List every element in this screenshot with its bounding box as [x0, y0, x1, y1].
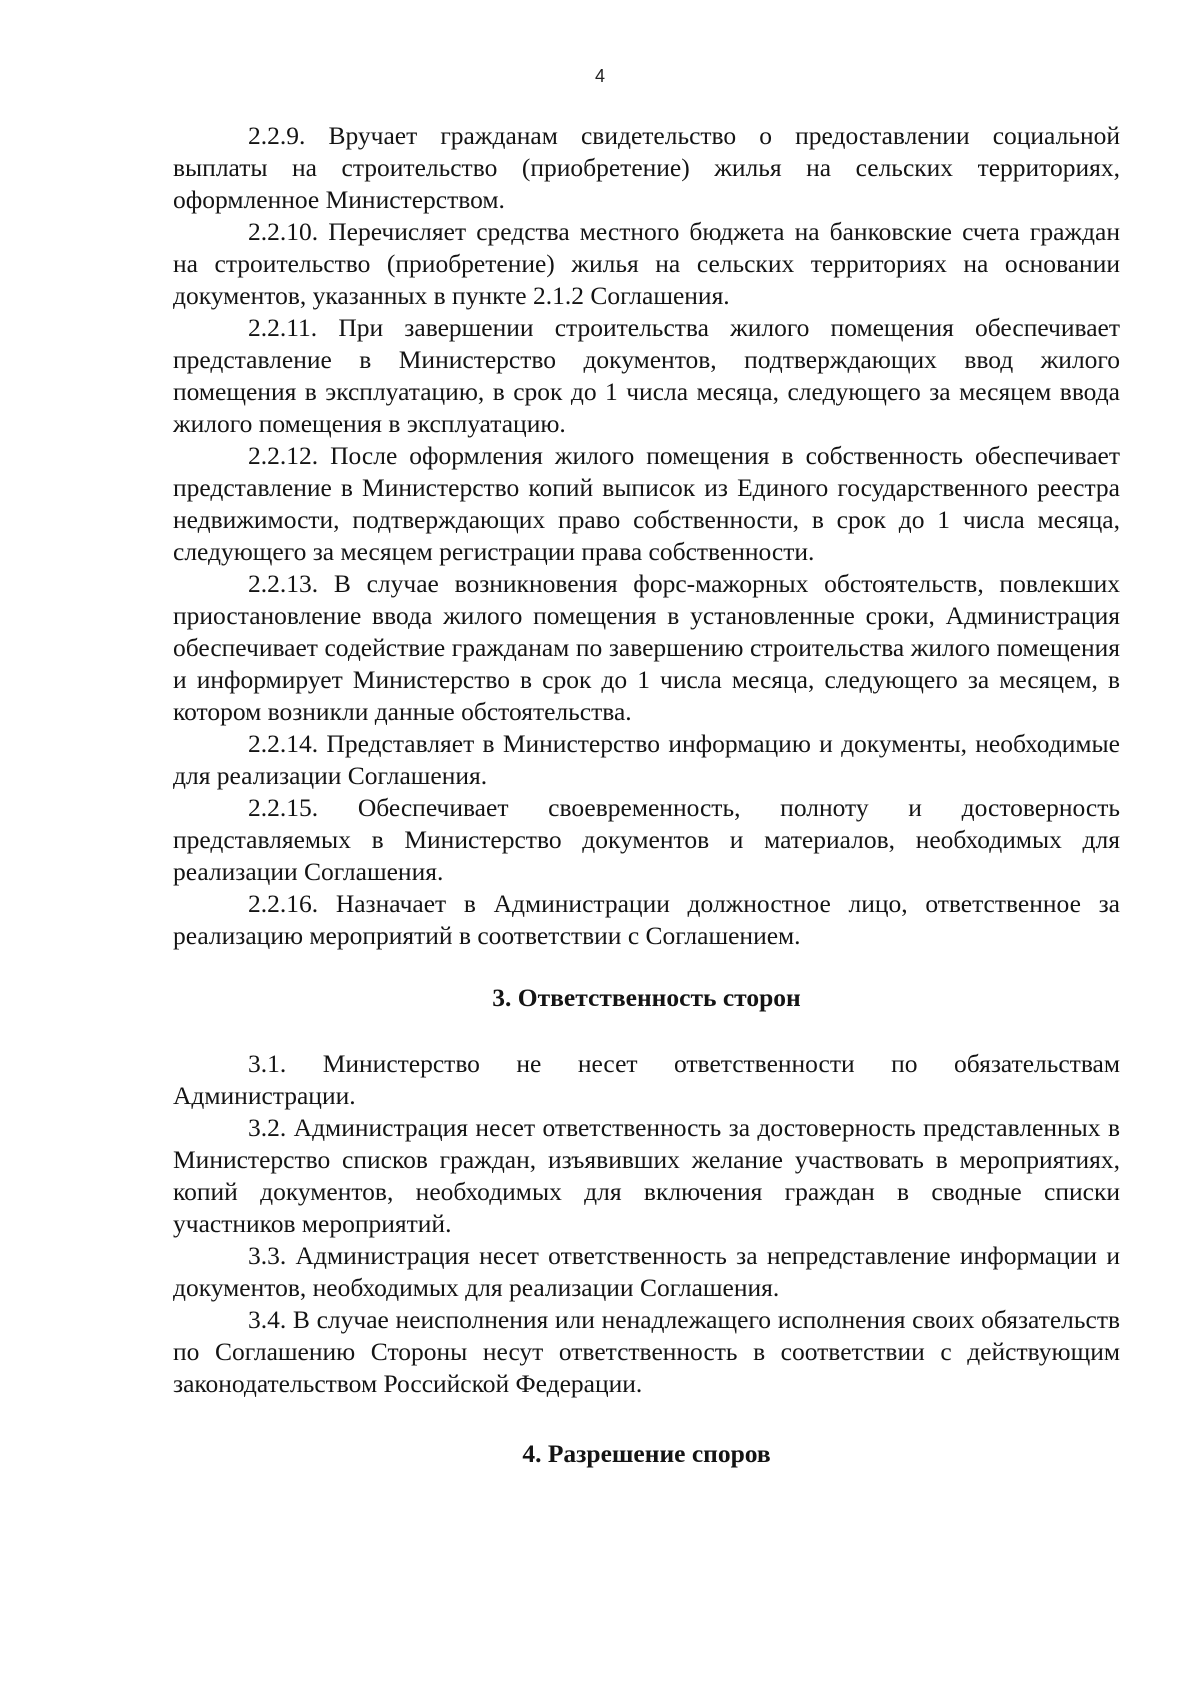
clause-2-2-14: 2.2.14. Представляет в Министерство информацию и документы, необходимые для реализации Соглашения.: [173, 729, 1120, 790]
clause-3-3: 3.3. Администрация несет ответственность за непредставление информации и документов, необходимых для реализации Соглашения.: [173, 1241, 1120, 1302]
section-3-heading: 3. Ответственность сторон: [492, 983, 801, 1012]
clause-2-2-9: 2.2.9. Вручает гражданам свидетельство о предоставлении социальной выплаты на строительство (приобретение) жилья на сельских территориях, оформленное Министерством.: [173, 121, 1120, 214]
clause-2-2-13: 2.2.13. В случае возникновения форс-мажорных обстоятельств, повлекших приостановление ввода жилого помещения в установленные сроки, Администрация обеспечивает содействие гражданам по завершению строительства жилого помещения и информирует Министерство в срок до 1 числа месяца, следующего за месяцем, в котором возникли данные обстоятельства.: [173, 569, 1120, 726]
clause-2-2-12: 2.2.12. После оформления жилого помещения в собственность обеспечивает представление в Министерство копий выписок из Единого государственного реестра недвижимости, подтверждающих право собственности, в срок до 1 числа месяца, следующего за месяцем регистрации права собственности.: [173, 441, 1120, 566]
clause-3-2: 3.2. Администрация несет ответственность за достоверность представленных в Министерство списков граждан, изъявивших желание участвовать в мероприятиях, копий документов, необходимых для включения граждан в сводные списки участников мероприятий.: [173, 1113, 1120, 1238]
clause-3-1: 3.1. Министерство не несет ответственности по обязательствам Администрации.: [173, 1049, 1120, 1110]
clause-2-2-11: 2.2.11. При завершении строительства жилого помещения обеспечивает представление в Министерство документов, подтверждающих ввод жилого помещения в эксплуатацию, в срок до 1 числа месяца, следующего за месяцем ввода жилого помещения в эксплуатацию.: [173, 313, 1120, 438]
page-number: 4: [594, 66, 605, 86]
clause-2-2-15: 2.2.15. Обеспечивает своевременность, полноту и достоверность представляемых в Министерство документов и материалов, необходимых для реализации Соглашения.: [173, 793, 1120, 886]
clause-2-2-10: 2.2.10. Перечисляет средства местного бюджета на банковские счета граждан на строительство (приобретение) жилья на сельских территориях на основании документов, указанных в пункте 2.1.2 Соглашения.: [173, 217, 1120, 310]
clause-3-4: 3.4. В случае неисполнения или ненадлежащего исполнения своих обязательств по Соглашению Стороны несут ответственность в соответствии с действующим законодательством Российской Федерации.: [173, 1305, 1120, 1398]
clause-2-2-16: 2.2.16. Назначает в Администрации должностное лицо, ответственное за реализацию мероприятий в соответствии с Соглашением.: [173, 889, 1120, 950]
document-body: [173, 120, 1120, 1470]
section-4-heading: 4. Разрешение споров: [522, 1439, 771, 1468]
